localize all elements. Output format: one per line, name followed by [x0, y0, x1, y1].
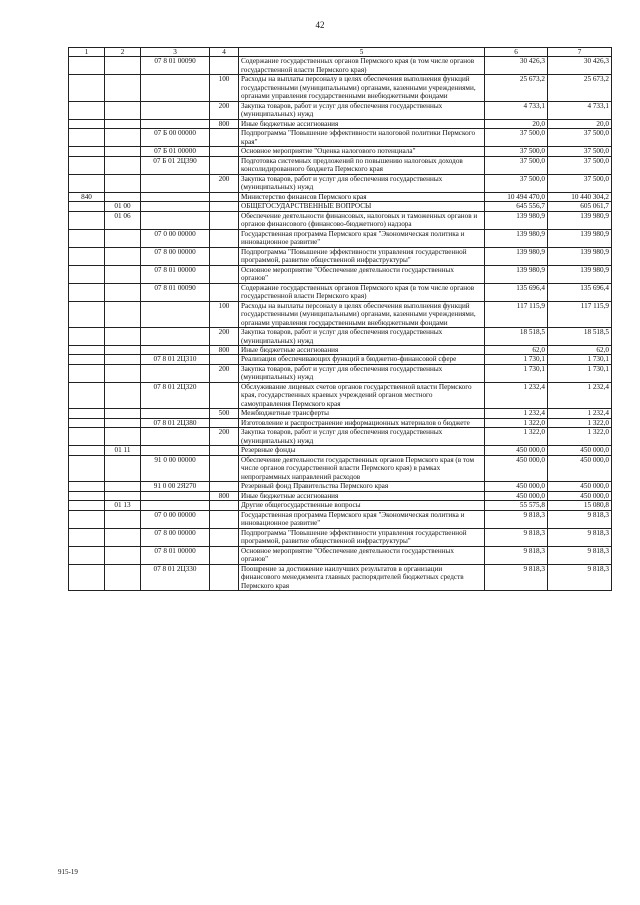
target-article-cell: 07 0 00 00000 [141, 510, 210, 528]
item-name-cell: Подготовка системных предложений по повышению налоговых доходов консолидированного бюджета Пермского края [239, 156, 485, 174]
ministry-code-cell [69, 501, 105, 510]
section-code-cell [105, 328, 141, 346]
section-code-cell [105, 101, 141, 119]
amount-year2-cell: 117 115,9 [548, 301, 612, 327]
amount-year2-cell: 1 730,1 [548, 364, 612, 382]
amount-year2-cell: 135 696,4 [548, 283, 612, 301]
section-code-cell [105, 192, 141, 201]
item-name-cell: Обеспечение деятельности государственных органов Пермского края (в том числе органов государственной власти Пермского края) в рамках непрограммных направлений расходов [239, 455, 485, 481]
column-number: 3 [141, 48, 210, 57]
amount-year1-cell: 645 556,7 [485, 202, 548, 211]
amount-year1-cell: 139 980,9 [485, 265, 548, 283]
item-name-cell: Расходы на выплаты персоналу в целях обеспечения выполнения функций государственными (муниципальными) органами, казенными учреждениями, органами управления государственными внебюджетными фондами [239, 301, 485, 327]
target-article-cell: 07 8 01 00090 [141, 57, 210, 75]
expense-type-cell: 200 [210, 174, 239, 192]
ministry-code-cell [69, 229, 105, 247]
target-article-cell [141, 491, 210, 500]
amount-year2-cell: 37 500,0 [548, 129, 612, 147]
section-code-cell [105, 119, 141, 128]
amount-year2-cell: 1 322,0 [548, 418, 612, 427]
item-name-cell: Обеспечение деятельности финансовых, налоговых и таможенных органов и органов финансового (финансово-бюджетного) надзора [239, 211, 485, 229]
expense-type-cell [210, 564, 239, 590]
amount-year1-cell: 139 980,9 [485, 211, 548, 229]
column-number: 6 [485, 48, 548, 57]
item-name-cell: Основное мероприятие "Обеспечение деятельности государственных органов" [239, 265, 485, 283]
amount-year2-cell: 1 232,4 [548, 409, 612, 418]
expense-type-cell [210, 156, 239, 174]
expense-type-cell: 200 [210, 101, 239, 119]
target-article-cell [141, 75, 210, 101]
ministry-code-cell [69, 546, 105, 564]
item-name-cell: Расходы на выплаты персоналу в целях обеспечения выполнения функций государственными (муниципальными) органами, казенными учреждениями, органами управления государственными внебюджетными фондами [239, 75, 485, 101]
section-code-cell [105, 510, 141, 528]
amount-year2-cell: 15 080,8 [548, 501, 612, 510]
amount-year1-cell: 10 494 470,0 [485, 192, 548, 201]
ministry-code-cell [69, 482, 105, 491]
ministry-code-cell [69, 409, 105, 418]
ministry-code-cell [69, 528, 105, 546]
item-name-cell: Обслуживание лицевых счетов органов государственной власти Пермского края, государственных краевых учреждений органов местного самоуправления Пермского края [239, 382, 485, 408]
ministry-code-cell [69, 301, 105, 327]
amount-year1-cell: 1 322,0 [485, 418, 548, 427]
amount-year1-cell: 30 426,3 [485, 57, 548, 75]
target-article-cell [141, 345, 210, 354]
ministry-code-cell [69, 211, 105, 229]
amount-year2-cell: 37 500,0 [548, 147, 612, 156]
amount-year1-cell: 37 500,0 [485, 129, 548, 147]
column-number: 7 [548, 48, 612, 57]
expense-type-cell [210, 57, 239, 75]
expense-type-cell: 800 [210, 491, 239, 500]
amount-year2-cell: 139 980,9 [548, 247, 612, 265]
ministry-code-cell [69, 247, 105, 265]
amount-year2-cell: 9 818,3 [548, 564, 612, 590]
item-name-cell: Закупка товаров, работ и услуг для обеспечения государственных (муниципальных) нужд [239, 364, 485, 382]
table-row [69, 202, 612, 211]
amount-year1-cell: 9 818,3 [485, 528, 548, 546]
column-number: 1 [69, 48, 105, 57]
section-code-cell [105, 174, 141, 192]
ministry-code-cell [69, 101, 105, 119]
expense-type-cell [210, 265, 239, 283]
target-article-cell: 07 Б 01 2Ц390 [141, 156, 210, 174]
ministry-code-cell [69, 174, 105, 192]
section-code-cell [105, 265, 141, 283]
amount-year1-cell: 9 818,3 [485, 546, 548, 564]
table-row [69, 328, 612, 346]
item-name-cell: Поощрение за достижение наилучших результатов в организации финансового менеджмента главных распорядителей бюджетных средств Пермского края [239, 564, 485, 590]
section-code-cell: 01 13 [105, 501, 141, 510]
expense-type-cell [210, 482, 239, 491]
expense-type-cell [210, 202, 239, 211]
amount-year1-cell: 139 980,9 [485, 247, 548, 265]
item-name-cell: Закупка товаров, работ и услуг для обеспечения государственных (муниципальных) нужд [239, 101, 485, 119]
amount-year1-cell: 135 696,4 [485, 283, 548, 301]
item-name-cell: Иные бюджетные ассигнования [239, 345, 485, 354]
target-article-cell: 07 8 00 00000 [141, 528, 210, 546]
amount-year1-cell: 1 730,1 [485, 355, 548, 364]
target-article-cell [141, 301, 210, 327]
ministry-code-cell [69, 75, 105, 101]
section-code-cell [105, 301, 141, 327]
amount-year1-cell: 450 000,0 [485, 482, 548, 491]
target-article-cell [141, 446, 210, 455]
table-row [69, 510, 612, 528]
ministry-code-cell [69, 147, 105, 156]
table-row [69, 57, 612, 75]
amount-year1-cell: 4 733,1 [485, 101, 548, 119]
target-article-cell [141, 364, 210, 382]
ministry-code-cell: 840 [69, 192, 105, 201]
expense-type-cell [210, 546, 239, 564]
table-row [69, 119, 612, 128]
amount-year2-cell: 25 673,2 [548, 75, 612, 101]
target-article-cell [141, 328, 210, 346]
target-article-cell [141, 101, 210, 119]
amount-year2-cell: 1 232,4 [548, 382, 612, 408]
amount-year2-cell: 18 518,5 [548, 328, 612, 346]
amount-year1-cell: 117 115,9 [485, 301, 548, 327]
amount-year1-cell: 37 500,0 [485, 174, 548, 192]
expense-type-cell [210, 283, 239, 301]
expense-type-cell [210, 446, 239, 455]
amount-year2-cell: 450 000,0 [548, 455, 612, 481]
ministry-code-cell [69, 57, 105, 75]
target-article-cell [141, 119, 210, 128]
table-row [69, 345, 612, 354]
target-article-cell: 07 8 01 00000 [141, 265, 210, 283]
expense-type-cell [210, 528, 239, 546]
ministry-code-cell [69, 364, 105, 382]
ministry-code-cell [69, 446, 105, 455]
amount-year1-cell: 25 673,2 [485, 75, 548, 101]
target-article-cell: 07 Б 00 00000 [141, 129, 210, 147]
item-name-cell: Содержание государственных органов Пермского края (в том числе органов государственной власти Пермского края) [239, 57, 485, 75]
item-name-cell: Резервные фонды [239, 446, 485, 455]
target-article-cell: 07 8 01 2Ц320 [141, 382, 210, 408]
expense-type-cell [210, 192, 239, 201]
target-article-cell [141, 211, 210, 229]
table-row [69, 501, 612, 510]
table-row [69, 75, 612, 101]
table-row [69, 418, 612, 427]
section-code-cell [105, 482, 141, 491]
table-row [69, 564, 612, 590]
amount-year2-cell: 37 500,0 [548, 174, 612, 192]
target-article-cell [141, 501, 210, 510]
expense-type-cell [210, 418, 239, 427]
table-row [69, 455, 612, 481]
amount-year1-cell: 450 000,0 [485, 491, 548, 500]
amount-year2-cell: 139 980,9 [548, 229, 612, 247]
item-name-cell: Реализация обеспечивающих функций в бюджетно-финансовой сфере [239, 355, 485, 364]
target-article-cell: 91 0 00 2Я270 [141, 482, 210, 491]
table-row [69, 147, 612, 156]
amount-year2-cell: 30 426,3 [548, 57, 612, 75]
expense-type-cell [210, 455, 239, 481]
section-code-cell [105, 564, 141, 590]
table-row [69, 546, 612, 564]
amount-year2-cell: 62,0 [548, 345, 612, 354]
amount-year1-cell: 20,0 [485, 119, 548, 128]
amount-year1-cell: 1 322,0 [485, 428, 548, 446]
target-article-cell [141, 428, 210, 446]
expense-type-cell [210, 247, 239, 265]
section-code-cell: 01 06 [105, 211, 141, 229]
table-row [69, 482, 612, 491]
section-code-cell [105, 355, 141, 364]
table-row [69, 364, 612, 382]
target-article-cell: 07 8 01 00090 [141, 283, 210, 301]
target-article-cell [141, 409, 210, 418]
target-article-cell: 07 8 01 2Ц330 [141, 564, 210, 590]
table-row [69, 129, 612, 147]
section-code-cell [105, 364, 141, 382]
expense-type-cell [210, 147, 239, 156]
section-code-cell [105, 428, 141, 446]
ministry-code-cell [69, 283, 105, 301]
table-row [69, 174, 612, 192]
expense-type-cell [210, 129, 239, 147]
expense-type-cell: 100 [210, 75, 239, 101]
expense-type-cell: 100 [210, 301, 239, 327]
item-name-cell: Закупка товаров, работ и услуг для обеспечения государственных (муниципальных) нужд [239, 174, 485, 192]
amount-year2-cell: 1 730,1 [548, 355, 612, 364]
section-code-cell [105, 345, 141, 354]
ministry-code-cell [69, 564, 105, 590]
item-name-cell: Основное мероприятие "Оценка налогового потенциала" [239, 147, 485, 156]
expense-type-cell: 200 [210, 428, 239, 446]
amount-year1-cell: 55 575,8 [485, 501, 548, 510]
table-row [69, 192, 612, 201]
ministry-code-cell [69, 119, 105, 128]
ministry-code-cell [69, 418, 105, 427]
table-row [69, 265, 612, 283]
target-article-cell [141, 192, 210, 201]
amount-year1-cell: 450 000,0 [485, 455, 548, 481]
item-name-cell: Закупка товаров, работ и услуг для обеспечения государственных (муниципальных) нужд [239, 428, 485, 446]
item-name-cell: Другие общегосударственные вопросы [239, 501, 485, 510]
item-name-cell: Подпрограмма "Повышение эффективности управления государственной программой, развитие общественной инфраструктуры" [239, 528, 485, 546]
table-row [69, 156, 612, 174]
document-code: 915-19 [58, 868, 78, 876]
table-row [69, 211, 612, 229]
item-name-cell: ОБЩЕГОСУДАРСТВЕННЫЕ ВОПРОСЫ [239, 202, 485, 211]
section-code-cell [105, 147, 141, 156]
amount-year2-cell: 450 000,0 [548, 482, 612, 491]
target-article-cell: 07 8 01 2Ц310 [141, 355, 210, 364]
ministry-code-cell [69, 510, 105, 528]
target-article-cell: 07 0 00 00000 [141, 229, 210, 247]
table-row [69, 382, 612, 408]
ministry-code-cell [69, 129, 105, 147]
target-article-cell [141, 174, 210, 192]
amount-year2-cell: 1 322,0 [548, 428, 612, 446]
amount-year1-cell: 9 818,3 [485, 510, 548, 528]
amount-year1-cell: 1 232,4 [485, 409, 548, 418]
item-name-cell: Иные бюджетные ассигнования [239, 491, 485, 500]
expense-type-cell [210, 382, 239, 408]
section-code-cell [105, 75, 141, 101]
amount-year1-cell: 450 000,0 [485, 446, 548, 455]
item-name-cell: Государственная программа Пермского края "Экономическая политика и инновационное развитие" [239, 229, 485, 247]
amount-year2-cell: 9 818,3 [548, 528, 612, 546]
amount-year1-cell: 139 980,9 [485, 229, 548, 247]
table-row [69, 355, 612, 364]
item-name-cell: Министерство финансов Пермского края [239, 192, 485, 201]
item-name-cell: Резервный фонд Правительства Пермского края [239, 482, 485, 491]
amount-year1-cell: 1 730,1 [485, 364, 548, 382]
target-article-cell [141, 202, 210, 211]
ministry-code-cell [69, 491, 105, 500]
item-name-cell: Подпрограмма "Повышение эффективности управления государственной программой, развитие общественной инфраструктуры" [239, 247, 485, 265]
expense-type-cell [210, 510, 239, 528]
amount-year1-cell: 62,0 [485, 345, 548, 354]
section-code-cell [105, 409, 141, 418]
section-code-cell [105, 382, 141, 408]
column-number: 4 [210, 48, 239, 57]
item-name-cell: Государственная программа Пермского края "Экономическая политика и инновационное развитие" [239, 510, 485, 528]
expense-type-cell [210, 501, 239, 510]
item-name-cell: Изготовление и распространение информационных материалов о бюджете [239, 418, 485, 427]
table-row [69, 101, 612, 119]
table-row [69, 446, 612, 455]
amount-year1-cell: 1 232,4 [485, 382, 548, 408]
target-article-cell: 07 8 00 00000 [141, 247, 210, 265]
expense-type-cell [210, 229, 239, 247]
section-code-cell [105, 455, 141, 481]
section-code-cell [105, 283, 141, 301]
table-row [69, 247, 612, 265]
amount-year2-cell: 37 500,0 [548, 156, 612, 174]
amount-year2-cell: 450 000,0 [548, 491, 612, 500]
ministry-code-cell [69, 265, 105, 283]
amount-year2-cell: 450 000,0 [548, 446, 612, 455]
section-code-cell [105, 229, 141, 247]
ministry-code-cell [69, 455, 105, 481]
amount-year2-cell: 4 733,1 [548, 101, 612, 119]
ministry-code-cell [69, 428, 105, 446]
table-row [69, 428, 612, 446]
amount-year2-cell: 139 980,9 [548, 265, 612, 283]
amount-year2-cell: 139 980,9 [548, 211, 612, 229]
column-number: 2 [105, 48, 141, 57]
item-name-cell: Закупка товаров, работ и услуг для обеспечения государственных (муниципальных) нужд [239, 328, 485, 346]
amount-year2-cell: 9 818,3 [548, 546, 612, 564]
amount-year2-cell: 20,0 [548, 119, 612, 128]
table-row [69, 283, 612, 301]
column-number: 5 [239, 48, 485, 57]
ministry-code-cell [69, 382, 105, 408]
section-code-cell [105, 247, 141, 265]
item-name-cell: Межбюджетные трансферты [239, 409, 485, 418]
amount-year2-cell: 10 440 304,2 [548, 192, 612, 201]
item-name-cell: Содержание государственных органов Пермского края (в том числе органов государственной власти Пермского края) [239, 283, 485, 301]
expense-type-cell: 800 [210, 119, 239, 128]
item-name-cell: Основное мероприятие "Обеспечение деятельности государственных органов" [239, 546, 485, 564]
section-code-cell [105, 57, 141, 75]
section-code-cell [105, 129, 141, 147]
page-number: 42 [315, 20, 325, 30]
expense-type-cell: 200 [210, 328, 239, 346]
target-article-cell: 07 8 01 00000 [141, 546, 210, 564]
amount-year1-cell: 9 818,3 [485, 564, 548, 590]
amount-year2-cell: 9 818,3 [548, 510, 612, 528]
target-article-cell: 07 Б 01 00000 [141, 147, 210, 156]
ministry-code-cell [69, 345, 105, 354]
amount-year1-cell: 18 518,5 [485, 328, 548, 346]
expense-type-cell: 800 [210, 345, 239, 354]
amount-year2-cell: 605 061,7 [548, 202, 612, 211]
section-code-cell [105, 546, 141, 564]
table-row [69, 491, 612, 500]
section-code-cell [105, 491, 141, 500]
expense-type-cell: 200 [210, 364, 239, 382]
item-name-cell: Подпрограмма "Повышение эффективности налоговой политики Пермского края" [239, 129, 485, 147]
table-row [69, 409, 612, 418]
table-row [69, 528, 612, 546]
ministry-code-cell [69, 355, 105, 364]
target-article-cell: 07 8 01 2Ц380 [141, 418, 210, 427]
section-code-cell: 01 00 [105, 202, 141, 211]
ministry-code-cell [69, 202, 105, 211]
section-code-cell [105, 418, 141, 427]
column-number-row [69, 48, 612, 57]
item-name-cell: Иные бюджетные ассигнования [239, 119, 485, 128]
expense-type-cell [210, 355, 239, 364]
table-row [69, 301, 612, 327]
amount-year1-cell: 37 500,0 [485, 156, 548, 174]
expense-type-cell: 500 [210, 409, 239, 418]
ministry-code-cell [69, 156, 105, 174]
amount-year1-cell: 37 500,0 [485, 147, 548, 156]
section-code-cell: 01 11 [105, 446, 141, 455]
target-article-cell: 91 0 00 00000 [141, 455, 210, 481]
section-code-cell [105, 156, 141, 174]
expense-type-cell [210, 211, 239, 229]
budget-table-body [69, 48, 612, 591]
section-code-cell [105, 528, 141, 546]
table-row [69, 229, 612, 247]
budget-table [68, 47, 612, 591]
ministry-code-cell [69, 328, 105, 346]
